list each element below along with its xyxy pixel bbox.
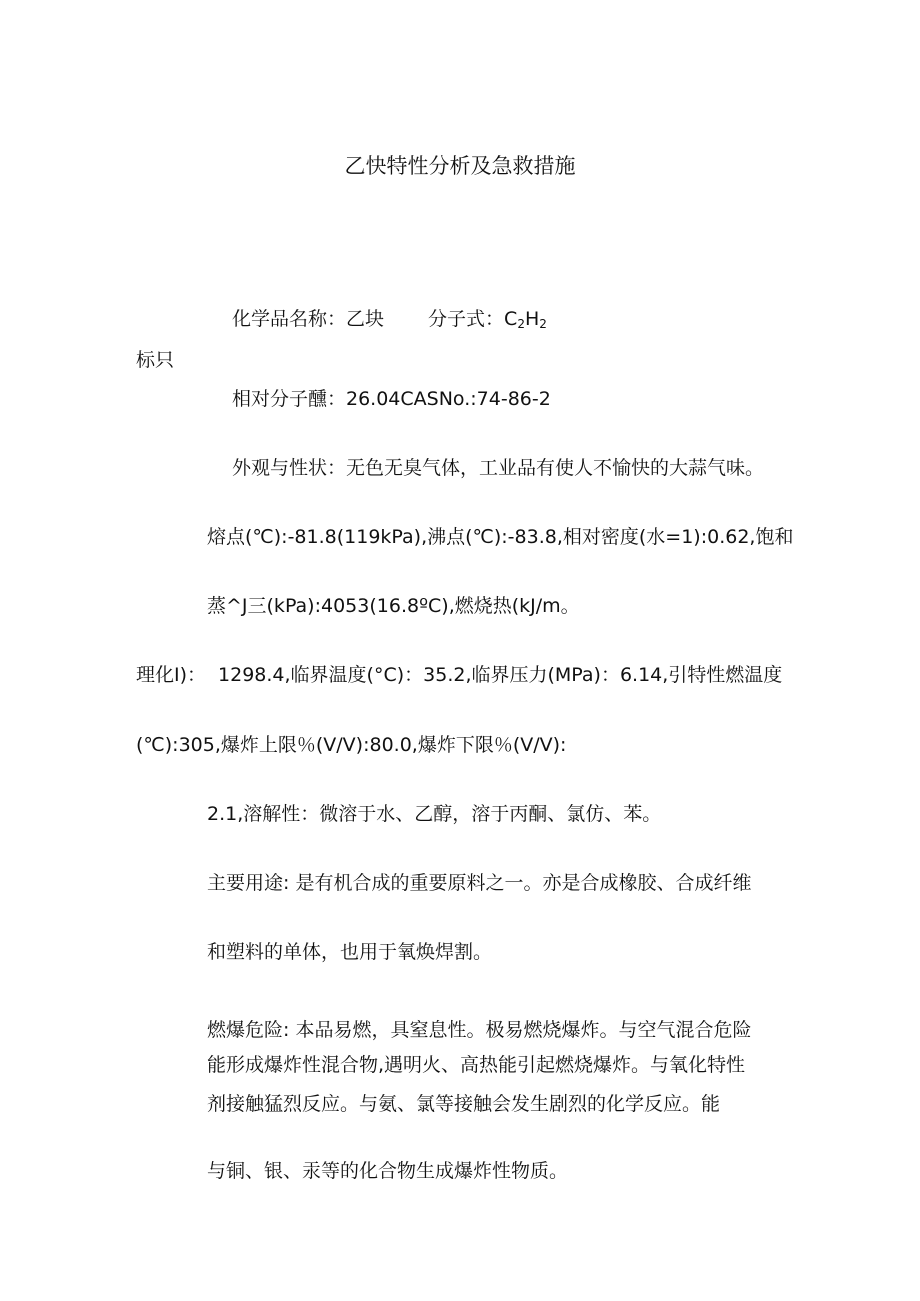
physchem-line-3: 1298.4,临界温度(°C)：35.2,临界压力(MPa)：6.14,引特性燃温度 [218, 664, 783, 686]
hazard-line-4: 与铜、银、汞等的化合物生成爆炸性物质。 [207, 1160, 569, 1182]
physchem-line-5: 2.1,溶解性：微溶于水、乙醇，溶于丙酮、氯仿、苯。 [207, 803, 662, 825]
physchem-line-4: (℃):305,爆炸上限％(V/V):80.0,爆炸下限％(V/V): [136, 734, 567, 756]
physchem-row [136, 662, 782, 688]
formula-value: $C_2H_2$ [504, 308, 547, 331]
appearance-line: 外观与性状：无色无臭气体，工业品有使人不愉快的大蒜气味。 [232, 457, 765, 479]
hazard-line-3: 剂接触猛烈反应。与氨、氯等接触会发生剧烈的化学反应。能 [207, 1093, 721, 1115]
hazard-line-2: 能形成爆炸性混合物,遇明火、高热能引起燃烧爆炸。与氧化特性 [207, 1054, 746, 1076]
usage-line-1: 主要用途: 是有机合成的重要原料之一。亦是合成橡胶、合成纤维 [207, 872, 752, 894]
hazard-line-1: 燃爆危险: 本品易燃，具窒息性。极易燃烧爆炸。与空气混合危险 [207, 1019, 752, 1041]
chemical-name-label: 化学品名称： [232, 308, 347, 330]
physchem-line-1: 熔点(℃):-81.8(119kPa),沸点(℃):-83.8,相对密度(水=1):0.62,饱和 [207, 526, 794, 548]
physchem-section-label: 理化I)： [136, 664, 207, 686]
document-title: 乙快特性分析及急救措施 [344, 154, 576, 178]
identity-line [232, 306, 547, 332]
molecular-weight-line: 相对分子醺：26.04CASNo.:74-86-2 [232, 388, 551, 410]
usage-line-2: 和塑料的单体，也用于氧焕焊割。 [207, 941, 493, 963]
chemical-name-value: 乙块 [346, 308, 385, 330]
physchem-line-2: 蒸^J三(kPa):4053(16.8ºC),燃烧热(kJ/m。 [207, 595, 580, 617]
identification-section-label: 标只 [136, 349, 175, 371]
formula-label: 分子式： [428, 308, 505, 330]
